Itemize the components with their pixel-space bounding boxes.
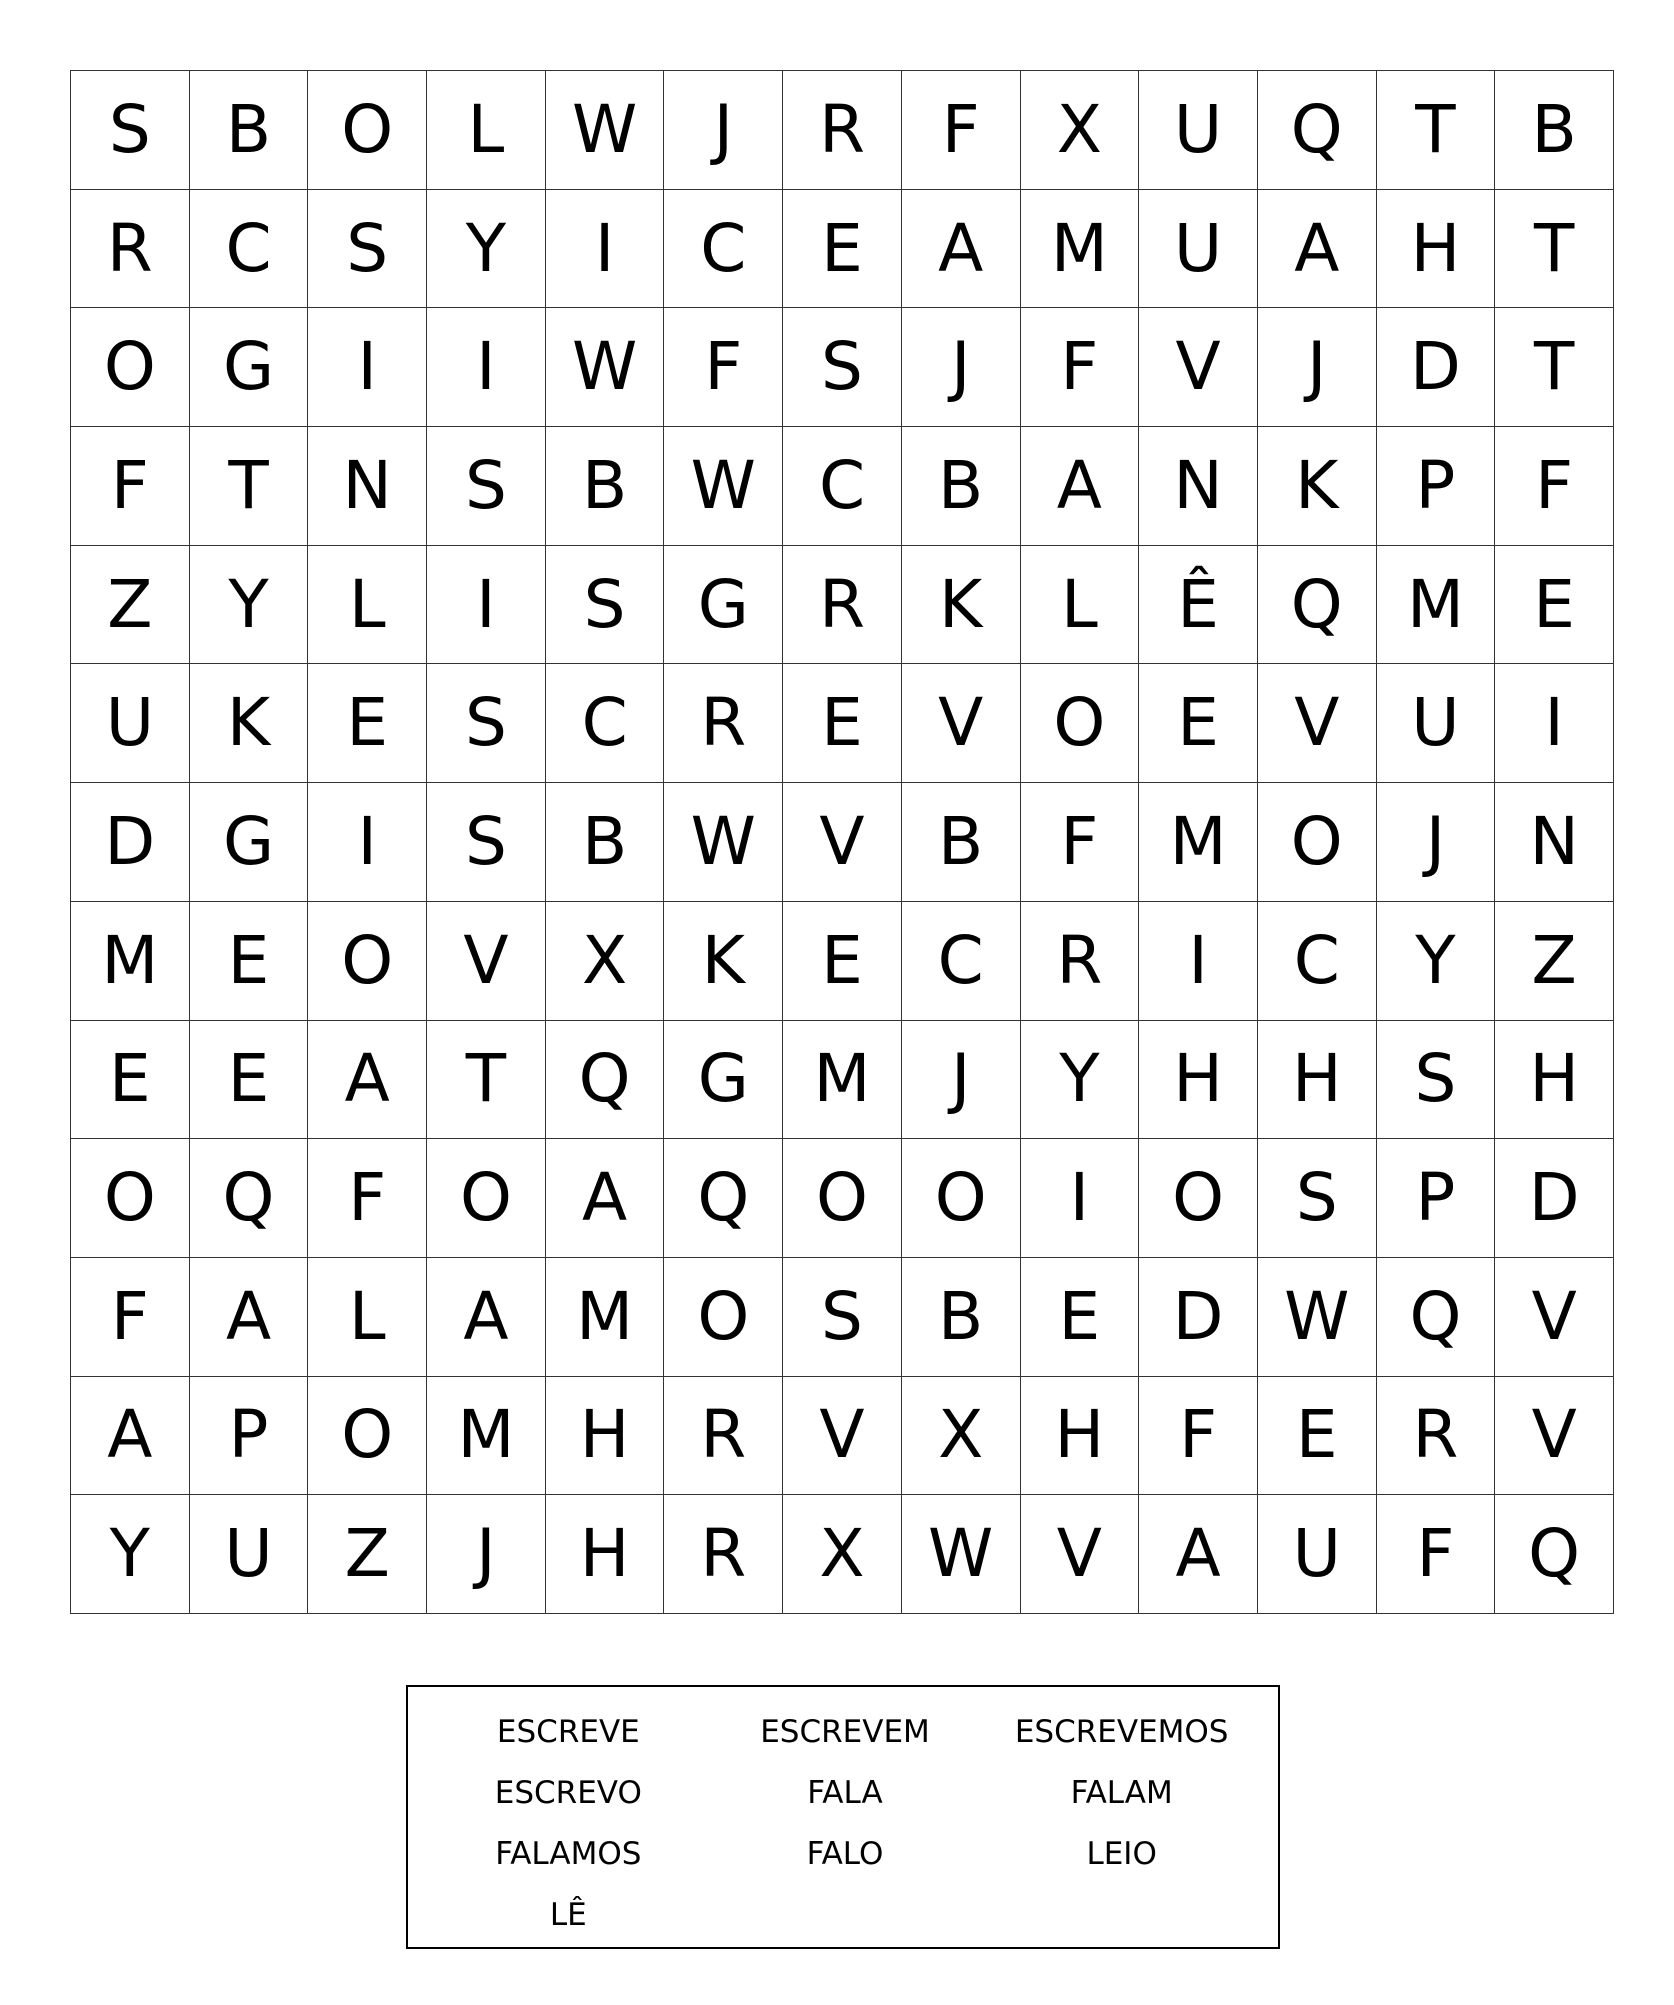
grid-cell[interactable]: F	[1139, 1377, 1258, 1496]
grid-cell[interactable]: O	[308, 1377, 427, 1496]
grid-cell[interactable]: E	[71, 1021, 190, 1140]
grid-cell[interactable]: S	[1377, 1021, 1496, 1140]
grid-cell[interactable]: N	[1495, 783, 1614, 902]
grid-cell[interactable]: P	[1377, 427, 1496, 546]
grid-cell[interactable]: C	[783, 427, 902, 546]
grid-cell[interactable]: O	[427, 1139, 546, 1258]
grid-cell[interactable]: Q	[190, 1139, 309, 1258]
grid-cell[interactable]: M	[1377, 546, 1496, 665]
grid-cell[interactable]: A	[427, 1258, 546, 1377]
grid-cell[interactable]: A	[308, 1021, 427, 1140]
grid-cell[interactable]: E	[783, 664, 902, 783]
grid-cell[interactable]: O	[1258, 783, 1377, 902]
grid-cell[interactable]: E	[1139, 664, 1258, 783]
grid-cell[interactable]: O	[71, 308, 190, 427]
word-list-item: ESCREVO	[494, 1775, 642, 1811]
grid-cell[interactable]: P	[190, 1377, 309, 1496]
grid-cell[interactable]: M	[71, 902, 190, 1021]
grid-cell[interactable]: I	[546, 190, 665, 309]
grid-cell[interactable]: F	[71, 1258, 190, 1377]
grid-cell[interactable]: D	[1495, 1139, 1614, 1258]
grid-cell[interactable]: G	[190, 783, 309, 902]
grid-cell[interactable]: G	[664, 546, 783, 665]
grid-cell[interactable]: I	[427, 308, 546, 427]
grid-cell[interactable]: R	[664, 1377, 783, 1496]
grid-cell[interactable]: I	[1021, 1139, 1140, 1258]
grid-cell[interactable]: Y	[190, 546, 309, 665]
grid-cell[interactable]: I	[427, 546, 546, 665]
grid-cell[interactable]: A	[1139, 1495, 1258, 1614]
grid-cell[interactable]: Y	[71, 1495, 190, 1614]
grid-cell[interactable]: Z	[1495, 902, 1614, 1021]
word-list-box	[406, 1685, 1280, 1949]
grid-cell[interactable]: F	[308, 1139, 427, 1258]
grid-cell[interactable]: E	[1495, 546, 1614, 665]
grid-cell[interactable]: V	[783, 783, 902, 902]
grid-cell[interactable]: B	[546, 783, 665, 902]
grid-cell[interactable]: J	[1377, 783, 1496, 902]
grid-cell[interactable]: R	[71, 190, 190, 309]
grid-cell[interactable]: L	[427, 71, 546, 190]
grid-cell[interactable]: T	[1377, 71, 1496, 190]
grid-cell[interactable]: U	[1377, 664, 1496, 783]
grid-cell[interactable]: O	[71, 1139, 190, 1258]
grid-cell[interactable]: S	[546, 546, 665, 665]
grid-cell[interactable]: V	[1258, 664, 1377, 783]
grid-cell[interactable]: V	[427, 902, 546, 1021]
grid-cell[interactable]: U	[1139, 190, 1258, 309]
grid-cell[interactable]: K	[1258, 427, 1377, 546]
grid-cell[interactable]: U	[71, 664, 190, 783]
grid-cell[interactable]: D	[1139, 1258, 1258, 1377]
grid-cell[interactable]: W	[902, 1495, 1021, 1614]
grid-cell[interactable]: H	[1021, 1377, 1140, 1496]
grid-cell[interactable]: O	[1139, 1139, 1258, 1258]
grid-cell[interactable]: Q	[664, 1139, 783, 1258]
word-list-item: FALAM	[1070, 1775, 1173, 1811]
grid-cell[interactable]: R	[1377, 1377, 1496, 1496]
grid-cell[interactable]: H	[1377, 190, 1496, 309]
grid-cell[interactable]: E	[783, 902, 902, 1021]
grid-cell[interactable]: H	[1258, 1021, 1377, 1140]
grid-cell[interactable]: E	[783, 190, 902, 309]
grid-cell[interactable]: I	[308, 783, 427, 902]
grid-cell[interactable]: U	[1258, 1495, 1377, 1614]
grid-cell[interactable]: V	[1495, 1258, 1614, 1377]
grid-cell[interactable]: O	[1021, 664, 1140, 783]
grid-cell[interactable]: I	[1495, 664, 1614, 783]
grid-cell[interactable]: B	[902, 1258, 1021, 1377]
grid-cell[interactable]: K	[902, 546, 1021, 665]
grid-cell[interactable]: E	[190, 1021, 309, 1140]
grid-cell[interactable]: I	[308, 308, 427, 427]
grid-cell[interactable]: J	[902, 308, 1021, 427]
grid-cell[interactable]: J	[902, 1021, 1021, 1140]
grid-cell[interactable]: B	[1495, 71, 1614, 190]
grid-cell[interactable]: E	[190, 902, 309, 1021]
grid-cell[interactable]: T	[427, 1021, 546, 1140]
grid-cell[interactable]: W	[546, 308, 665, 427]
grid-cell[interactable]: M	[546, 1258, 665, 1377]
grid-cell[interactable]: H	[1139, 1021, 1258, 1140]
word-list-item: ESCREVEMOS	[1014, 1714, 1229, 1750]
grid-cell[interactable]: O	[308, 902, 427, 1021]
word-list-item: LEIO	[1086, 1836, 1157, 1872]
grid-cell[interactable]: N	[1139, 427, 1258, 546]
grid-cell[interactable]: U	[1139, 71, 1258, 190]
grid-cell[interactable]: Q	[1377, 1258, 1496, 1377]
grid-cell[interactable]: C	[664, 190, 783, 309]
grid-cell[interactable]: Z	[71, 546, 190, 665]
grid-cell[interactable]: K	[190, 664, 309, 783]
grid-cell[interactable]: W	[664, 783, 783, 902]
grid-cell[interactable]: M	[1021, 190, 1140, 309]
grid-cell[interactable]: Q	[1495, 1495, 1614, 1614]
grid-cell[interactable]: P	[1377, 1139, 1496, 1258]
grid-cell[interactable]: M	[783, 1021, 902, 1140]
grid-cell[interactable]: J	[1258, 308, 1377, 427]
grid-cell[interactable]: V	[1495, 1377, 1614, 1496]
grid-cell[interactable]: O	[902, 1139, 1021, 1258]
word-list-item: ESCREVE	[496, 1714, 640, 1750]
grid-cell[interactable]: E	[308, 664, 427, 783]
grid-cell[interactable]: B	[902, 427, 1021, 546]
grid-cell[interactable]: X	[783, 1495, 902, 1614]
grid-cell[interactable]: T	[1495, 308, 1614, 427]
grid-cell[interactable]: C	[546, 664, 665, 783]
grid-cell[interactable]: C	[190, 190, 309, 309]
grid-cell[interactable]: Z	[308, 1495, 427, 1614]
grid-cell[interactable]: S	[71, 71, 190, 190]
grid-cell[interactable]: R	[664, 1495, 783, 1614]
grid-cell[interactable]: F	[664, 308, 783, 427]
grid-cell[interactable]: W	[1258, 1258, 1377, 1377]
grid-cell[interactable]: O	[783, 1139, 902, 1258]
grid-cell[interactable]: S	[427, 427, 546, 546]
word-list-item: ESCREVEM	[760, 1714, 930, 1750]
grid-cell[interactable]: A	[190, 1258, 309, 1377]
grid-cell[interactable]: L	[308, 546, 427, 665]
grid-cell[interactable]: V	[902, 664, 1021, 783]
grid-cell[interactable]: Y	[1021, 1021, 1140, 1140]
grid-cell[interactable]: D	[71, 783, 190, 902]
grid-cell[interactable]: V	[1139, 308, 1258, 427]
grid-cell[interactable]: W	[546, 71, 665, 190]
grid-cell[interactable]: X	[1021, 71, 1140, 190]
grid-cell[interactable]: R	[664, 664, 783, 783]
grid-cell[interactable]: F	[1021, 783, 1140, 902]
grid-cell[interactable]: B	[546, 427, 665, 546]
grid-cell[interactable]: A	[71, 1377, 190, 1496]
grid-cell[interactable]: S	[783, 1258, 902, 1377]
grid-cell[interactable]: A	[1021, 427, 1140, 546]
letter-grid	[70, 70, 1614, 1614]
grid-cell[interactable]: E	[1258, 1377, 1377, 1496]
grid-cell[interactable]: H	[1495, 1021, 1614, 1140]
grid-cell[interactable]: M	[427, 1377, 546, 1496]
grid-cell[interactable]: A	[1258, 190, 1377, 309]
word-list-item: FALAMOS	[495, 1836, 642, 1872]
grid-cell[interactable]: R	[783, 546, 902, 665]
word-list-item: FALA	[807, 1775, 883, 1811]
grid-cell[interactable]: S	[783, 308, 902, 427]
grid-cell[interactable]: D	[1377, 308, 1496, 427]
grid-cell[interactable]: S	[427, 783, 546, 902]
grid-cell[interactable]: H	[546, 1377, 665, 1496]
grid-cell[interactable]: W	[664, 427, 783, 546]
grid-cell[interactable]: G	[190, 308, 309, 427]
grid-cell[interactable]: U	[190, 1495, 309, 1614]
grid-cell[interactable]: O	[664, 1258, 783, 1377]
grid-cell[interactable]: B	[190, 71, 309, 190]
grid-cell[interactable]: F	[71, 427, 190, 546]
grid-cell[interactable]: Q	[546, 1021, 665, 1140]
word-list-item: LÊ	[549, 1897, 587, 1933]
grid-cell[interactable]: C	[1258, 902, 1377, 1021]
grid-cell[interactable]: B	[902, 783, 1021, 902]
grid-cell[interactable]: X	[902, 1377, 1021, 1496]
grid-cell[interactable]: R	[783, 71, 902, 190]
grid-cell[interactable]: J	[427, 1495, 546, 1614]
grid-cell[interactable]: S	[427, 664, 546, 783]
grid-cell[interactable]: C	[902, 902, 1021, 1021]
grid-cell[interactable]: F	[902, 71, 1021, 190]
grid-cell[interactable]: R	[1021, 902, 1140, 1021]
grid-cell[interactable]: H	[546, 1495, 665, 1614]
grid-cell[interactable]: Q	[1258, 71, 1377, 190]
grid-cell[interactable]: E	[1021, 1258, 1140, 1377]
grid-cell[interactable]: I	[1139, 902, 1258, 1021]
grid-cell[interactable]: S	[308, 190, 427, 309]
grid-cell[interactable]: A	[546, 1139, 665, 1258]
grid-cell[interactable]: A	[902, 190, 1021, 309]
grid-cell[interactable]: F	[1495, 427, 1614, 546]
grid-cell[interactable]: X	[546, 902, 665, 1021]
grid-cell[interactable]: V	[783, 1377, 902, 1496]
grid-cell[interactable]: G	[664, 1021, 783, 1140]
grid-cell[interactable]: K	[664, 902, 783, 1021]
grid-cell[interactable]: Ê	[1139, 546, 1258, 665]
grid-cell[interactable]: V	[1021, 1495, 1140, 1614]
grid-cell[interactable]: O	[308, 71, 427, 190]
grid-cell[interactable]: Y	[1377, 902, 1496, 1021]
grid-cell[interactable]: S	[1258, 1139, 1377, 1258]
grid-cell[interactable]: Y	[427, 190, 546, 309]
grid-cell[interactable]: Q	[1258, 546, 1377, 665]
grid-cell[interactable]: T	[1495, 190, 1614, 309]
grid-cell[interactable]: F	[1021, 308, 1140, 427]
grid-cell[interactable]: F	[1377, 1495, 1496, 1614]
grid-cell[interactable]: J	[664, 71, 783, 190]
grid-cell[interactable]: T	[190, 427, 309, 546]
grid-cell[interactable]: N	[308, 427, 427, 546]
grid-cell[interactable]: M	[1139, 783, 1258, 902]
word-list-item: FALO	[806, 1836, 884, 1872]
word-list	[430, 1702, 1260, 1946]
grid-cell[interactable]: L	[1021, 546, 1140, 665]
grid-cell[interactable]: L	[308, 1258, 427, 1377]
